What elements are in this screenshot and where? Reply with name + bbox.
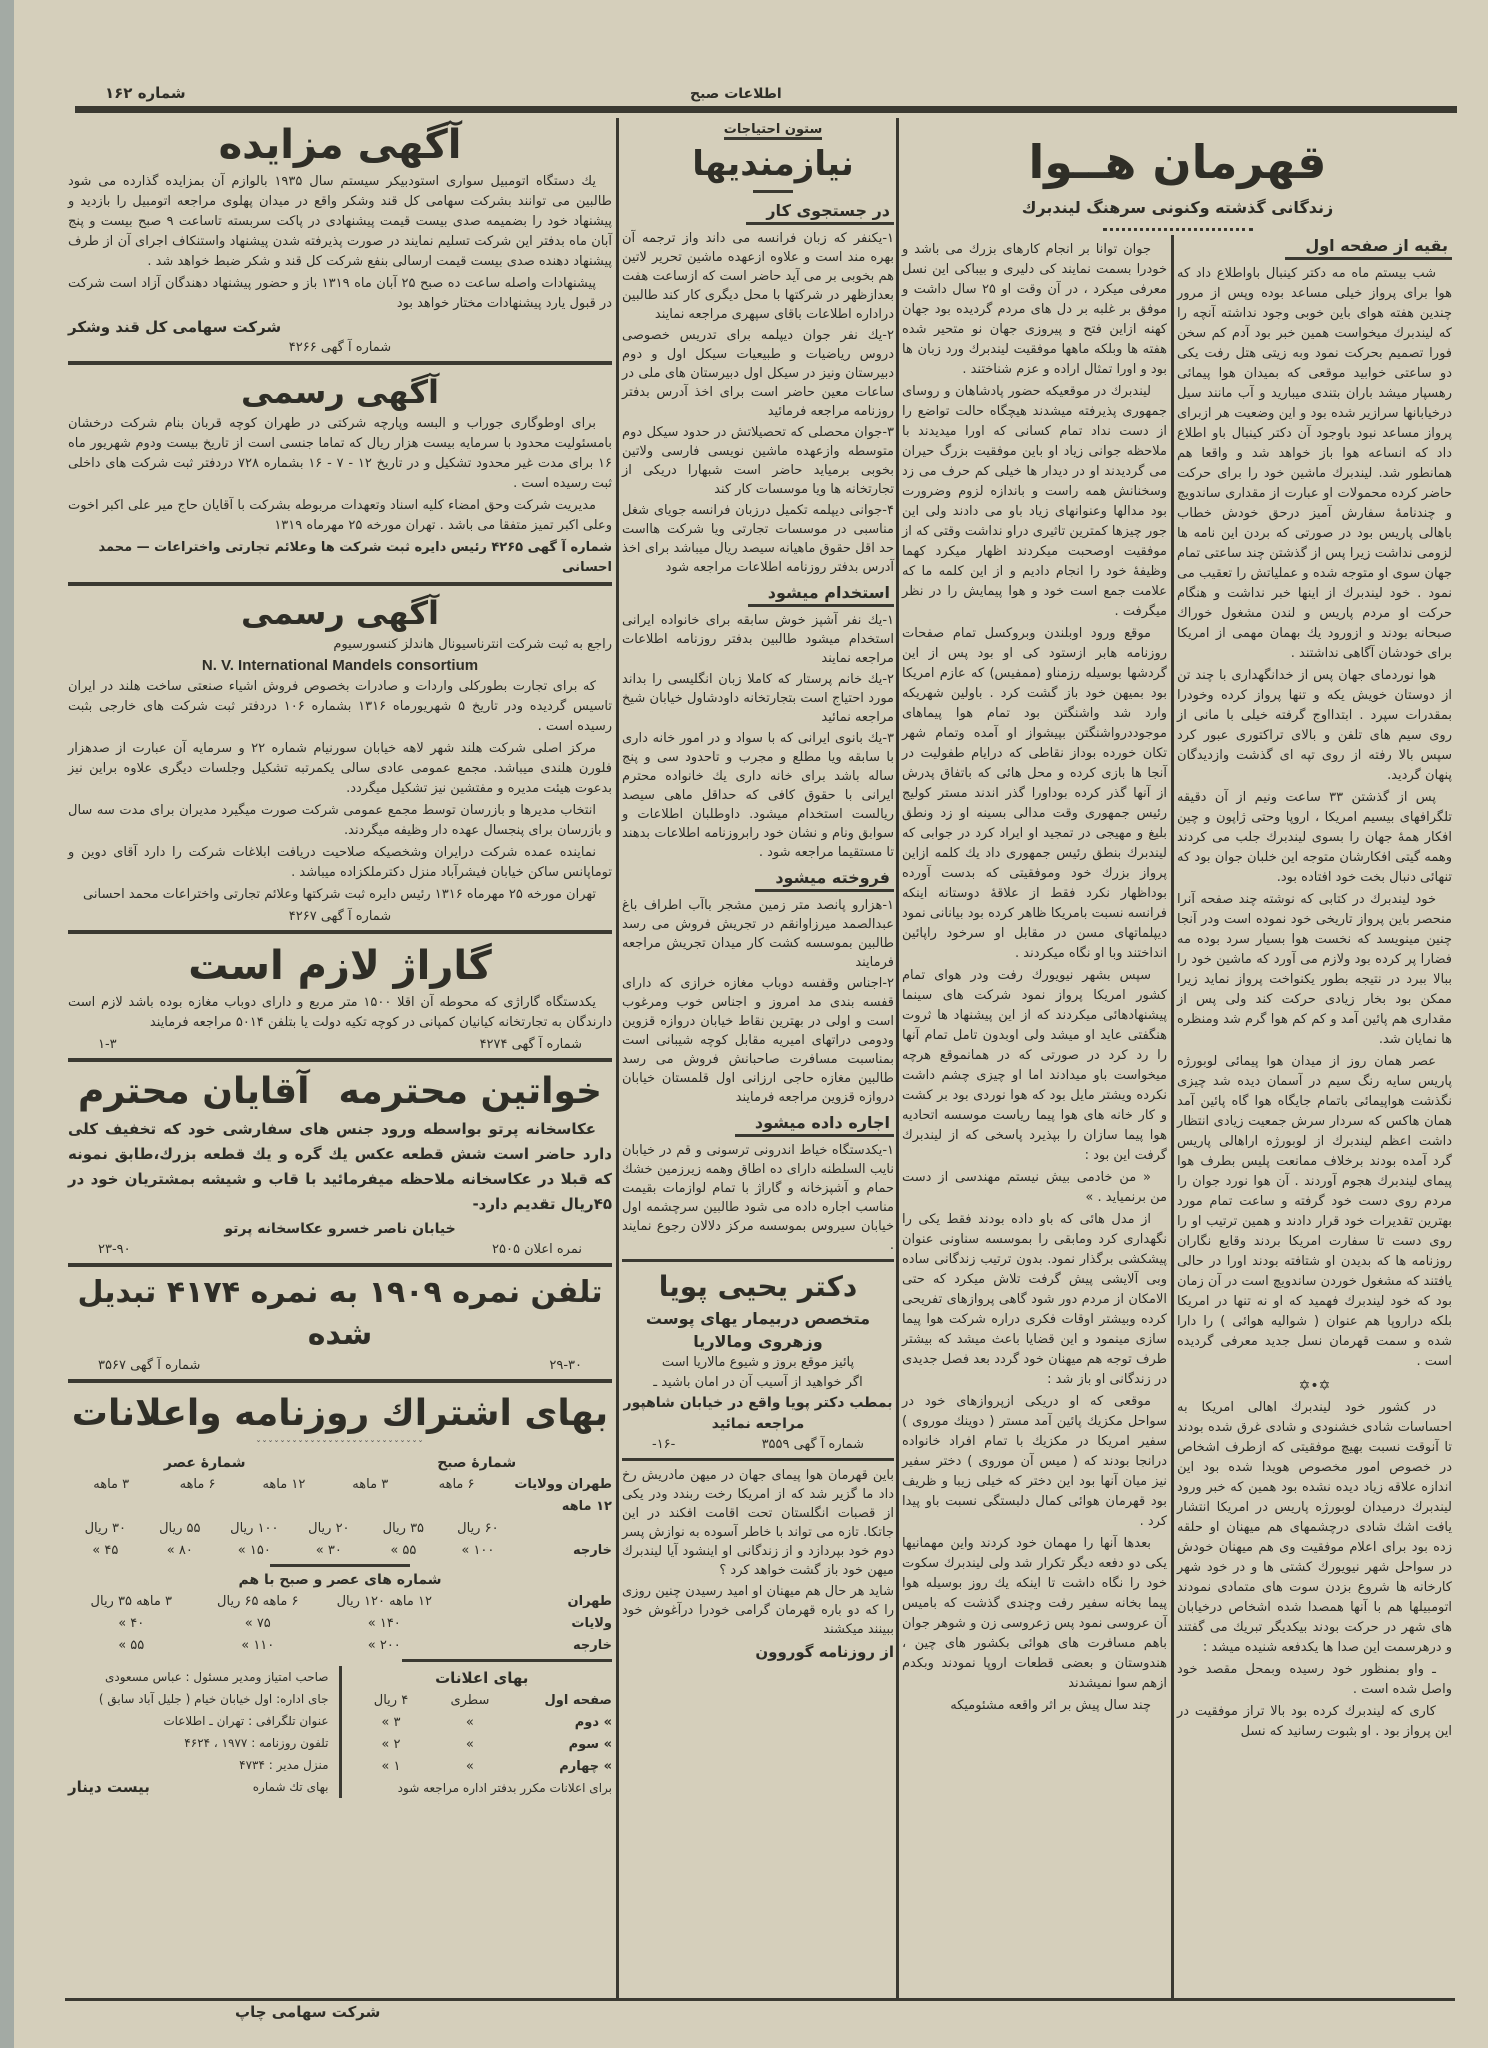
article-paragraph: شاید هر حال هم میهنان او امید رسیدن چنین روزی را که دو باره قهرمان گرامی خودرا درآغوش خود ببینند میکشند (622, 1584, 894, 1637)
cell: ۳۵ ریال (382, 1521, 425, 1536)
ad-signature: شرکت سهامی کل قند وشکر (68, 318, 282, 336)
classified-item: ۱-یك نفر آشپز خوش سابقه برای خانواده ایرانی استخدام میشود طالبین بدفتر روزنامه اطلاعات مراجعه نمایند (622, 613, 894, 666)
footer-rule (65, 1998, 1455, 2001)
cell: ۳ ماهه (352, 1477, 389, 1492)
classified-item: ۴-جوانی دیپلمه تکمیل درزبان فرانسه جویای شغل مناسبی در موسسات تجارتی ویا شرکت هااست حد اقل حقوق ماهیانه سیصد ریال میباشد برای اخذ آدرس بدفتر روزنامه اطلاعات مراجعه شود (622, 503, 894, 575)
cell: ۳ ماهه ۳۵ ریال (90, 1594, 172, 1609)
middle-column (622, 118, 894, 1663)
cell: ۱۲ ماهه (262, 1477, 306, 1492)
rate-row (68, 1474, 612, 1518)
evening-edition-label: شمارهٔ عصر (163, 1455, 246, 1471)
divider (68, 930, 612, 934)
ad-rates-note: برای اعلانات مکرر بدفتر اداره مراجعه شود (397, 1781, 612, 1795)
rate-row (68, 1540, 612, 1562)
cell: ۳ » (381, 1715, 401, 1730)
cell: ۶ ماهه ۶۵ ریال (217, 1594, 299, 1609)
cell: ۴۵ » (92, 1543, 119, 1558)
phone-change-ad (68, 1272, 612, 1375)
article-paragraph: جوان توانا بر انجام کارهای بزرك می باشد و خودرا بسمت نمایند کی دلیری و بیباکی این نسل معرفی میکرد ، در آن وقت او ۲۵ سال داشت و موفق بر غلبه بر دل های مردم گردیده بود جهان کهنه ازاین فتح و پیروزی جهان نو متحیر شده هفته ها وبلکه ماهها موفقیت لیندبرك ورد زبان ها بود و اورا تمثال اراده و عزم شناختند . (902, 242, 1167, 377)
row-label: » سوم (568, 1737, 612, 1752)
ad-text: نماینده عمده شرکت درایران وشخصیکه صلاحیت دریافت ابلاغات شرکت را دارد آقای دوین و توماپانس ساکن خیابان فیشرآباد منزل دکترملکزاده میباشد . (68, 845, 612, 880)
cell: ۱۰۰ ریال (230, 1521, 279, 1536)
issue-number: شماره ۱۶۲ (105, 84, 186, 102)
row-label (515, 1518, 612, 1540)
section-ornament: ✡•✡ (1298, 1378, 1331, 1394)
cell: ۳۰ » (315, 1543, 342, 1558)
section-heading: در جستجوی کار (746, 201, 894, 225)
auction-title: آگهی مزایده (218, 122, 462, 168)
classified-item: ۱-یکنفر که زبان فرانسه می داند واز ترجمه آن بهره مند است و علاوه ازعهده ماشین تحریر لاتین هم بخوبی بر می آید حاضر است که ازساعت هفت بعدازظهر در شرکتها با محل دیگری کار کند طالبین دراداره اطلاعات باقای سپهری مراجعه نمایند (622, 231, 894, 322)
ad-rate-row (352, 1712, 613, 1734)
garage-title: گاراژ لازم است (188, 943, 492, 989)
auction-ad (68, 118, 612, 357)
official-ad-2 (68, 591, 612, 926)
official-ad-title: آگهی رسمی (241, 373, 439, 411)
ad-number: شماره آ گهی ۴۲۶۶ (288, 340, 392, 355)
morning-edition-label: شمارهٔ صبح (437, 1455, 517, 1471)
ad-number: شماره آ گهی ۳۵۶۷ (98, 1358, 201, 1373)
article-paragraph: عصر همان روز از میدان هوا پیمائی لوبورژه پاریس سایه رنگ سیم در آسمان دیده شد چیزی نگذشت هواپیمائی باتمام جایگاه هوا گاه پائین آمد همان هاکس که سردار سرش جمعیت زیادی انتظار داشت اعظم لیندبرك از لوبورژه اراهالی پاریس گرد آمده بودند برخلاف ممانعت پلیس بطرف هوا پیمای لیندبرك هجوم آوردند . آن هوا نورد جوان را مردم روی دست خود گرفته و ساعت تمام مورد بهترین تقدیرات خود قرار دادند و همین ترتیب او را روی دست تا سفارت امریکا بردند وقایع نگاران روزنامه ها که بدیدن او شتافته بودند اورا در حالی یافتند که مشغول خوردن ساندویچ است در آن زمان بود که خود لیندبرك فهمید که او نه تنها در امریکا بلکه دراروپا هم عنوان ( شوالیه هوائی ) را دارا شده و سمت قهرمان نسل جدید معرفی گردیده است . (1177, 1054, 1452, 1369)
cell: ۳۰ ریال (84, 1521, 126, 1536)
article-paragraph: خود لیندبرك در کتابی که نوشته چند صفحه آنرا منحصر باین پرواز تاریخی خود نموده است ودر آنجا چنین مینویسد که نخست هوا بسیار سرد بوده مه فضارا پر کرده بود ولازم می آورد که ماشین خود را ببالا ببرد در نتیجه بطور یکنواخت پرواز نماید زیرا ممکن بود بخار زیادی حرکت کند ولی پس از مقداری هم پائین آمد و کم کم هوا گرم شد ومنظره ها نمایان شد. (1177, 892, 1452, 1047)
rate-row (68, 1518, 612, 1540)
ad-text: مرکز اصلی شرکت هلند شهر لاهه خیابان سورنیام شماره ۲۲ و سرمایه آن عبارت از صدهزار فلورن هلندی میباشد. مجمع عمومی عادی سالی یکمرتبه تشکیل وجلسات دیگری علاوه براین نیز بدعوت هیئت مدیره و مفتشین نیز تشکیل میگردد. (68, 741, 612, 796)
row-label: ولایات (571, 1616, 612, 1631)
printer-name: شرکت سهامی چاپ (235, 2003, 381, 2021)
photo-studio-ad (68, 1067, 612, 1259)
combined-rate-row (68, 1591, 612, 1613)
publisher-info: عنوان تلگرافی : تهران ـ اطلاعات (163, 1714, 329, 1728)
column-divider (616, 118, 619, 1998)
ad-text: یك دستگاه اتومبیل سواری استودبیکر سیستم سال ۱۹۳۵ بالوازم آن بمزایده گذارده می شود طالبین می توانند بشرکت سهامی کل قند وشکر واقع در میدان پهلوی مراجعه اتومبیل را بازدید و پیشنهاد خود را بضمیمه صدی بیست قیمت پیشنهادی در پاکت سربسته تاساعت ۹ صبح بیست و پنج آبان ماه بدفتر این شرکت تسلیم نمایند در صورت پذیرفته شدن پیشنهاد واستنکاف اجرای آن از طرف پیشنهاد دهنده صدی بیست قیمت ارسالی بنفع شرکت کل قند و شکر ضبط خواهد شد . (68, 174, 612, 269)
ad-text: عکاسخانه پرتو بواسطه ورود جنس های سفارشی خود که تخفیف کلی دارد حاضر است شش قطعه عکس یك گره و یك قطعه بزرك،طابق نمونه که قبلا در عکاسخانه ملاحظه میفرمائید با قاب و شیشه بمشتریان خود در ۴۵ریال تقدیم دارد- (68, 1120, 612, 1213)
divider (68, 582, 612, 586)
official-ad-1 (68, 370, 612, 578)
subscription-rates: بهای اشتراك روزنامه واعلانات ˇˇˇˇˇˇˇˇˇˇˇˇˇˇˇˇˇˇˇˇˇˇˇˇˇˇˇˇ شمارهٔ صبح شمارهٔ عصر طهران وولایات ۱۲ ماهه ۶ ماهه ۳ ماهه ۱۲ ماهه ۶ ماهه ۳ ماهه ۶۰ ریال ۳۵ ریال ۲۰ ریال ۱۰۰ ریال ۵۵ ریال ۳۰ ریال خارجه ۱۰۰ » ۵۵ » ۳۰ » ۱۵۰ » ۸۰ » ۴۵ » شماره های عصر و صبح با هم طهران ۱۲ ماهه ۱۲۰ ریال ۶ ماهه ۶۵ ریال ۳ ماهه ۳۵ ریال ولایات ۱۴۰ » ۷۵ » ۴۰ » خارجه ۲۰۰ » ۱۱۰ » ۵۵ » بهای اعلانات صفحه اول سطری ۴ ریال » دوم » ۳ » » سوم » ۲ » » چهارم » ۱ » برای اعلانات مکرر بدفتر اداره مراجعه شود صاحب امتیاز ومدیر مسئول : عباس مسعودی جای اداره: اول خیابان خیام ( جلیل آباد سابق ) عنوان تلگرافی : تهران ـ اطلاعات تلفون روزنامه : ۱۹۷۷ ، ۴۶۲۴ منزل مدیر : ۴۷۳۴ بهای تك شماره بیست دینار (68, 1388, 612, 1798)
classifieds-column (622, 118, 894, 1255)
ad-text: تهران مورخه ۲۵ مهرماه ۱۳۱۶ رئیس دایره ثبت شرکتها وعلائم تجارتی واختراعات محمد احسانی (83, 887, 596, 902)
cell: ۲۰۰ » (367, 1638, 401, 1653)
column-divider (896, 118, 899, 1998)
masthead-rule (75, 106, 1457, 113)
cell: ۱ » (381, 1759, 401, 1774)
ad-ref: -۱۶- (652, 1437, 676, 1452)
single-issue-label: بهای تك شماره (252, 1780, 329, 1794)
ad-ref: ۲۹-۳۰ (549, 1358, 582, 1373)
ad-ref: ۲۳-۹۰ (98, 1242, 131, 1257)
cell: سطری (450, 1693, 490, 1708)
article-paragraph: موقع ورود اوبلندن وبروکسل تمام صفحات روزنامه هابر ازستود کی او بود پس از این گردشها بوسیله رزمناو (ممفیس) که عازم امریکا بود بمیهن خود باز گشت کرد . باولین شهریکه وارد شد واشنگتن بود تمام هوا پیماهای موجوددرواشنگتن بپیشواز او آمده وتمام شهر تکان خورده بوداز نقاطی که درایام طفولیت در آنجا ها بازی کرده و محل هائی که باتفاق پدرش از آنها گذر کرده بوداورا گذر اندند مستر کولیج رئیس جمهوری وقت مدالی بسینه او زد ونطق بلیغ و مهیجی در تمجید او ایراد کرد در جوابی که لیندبرك بنطق رئیس جمهوری داد یك کلمه ازاین پرواز بزرك خود وموفقیتی که بدست آورده بوداظهار نکرد فقط از علاقهٔ دوستانه اینکه فرانسه نسبت بامریکا ظاهر کرده بود بیانانی نمود دیپلماتهای مسن در مقابل او سرخود راپائین انداختند وبا او نگاه میکردند . (902, 626, 1167, 961)
article-paragraph: « من خادمی بیش نیستم مهندسی از دست من برنمیاید . » (902, 1170, 1167, 1205)
ad-text: که برای تجارت بطورکلی واردات و صادرات بخصوص فروش اشیاء صنعتی ساخت هلند در ایران تاسیس گردیده ودر تاریخ ۵ شهریورماه ۱۳۱۶ بشماره ۱۰۶ دردفتر ثبت شرکت های خارجی بثبت رسیده است . (68, 679, 612, 734)
divider (68, 361, 612, 365)
article-paragraph: لیندبرك در موقعیکه حضور پادشاهان و روسای جمهوری پذیرفته میشدند هیچگاه حالت تواضع را از دست نداد تمام کسانی که اورا میدیدند با ملاحظه جوانی زیاد او باین موفقیت بزرگ حیران می گردیدند او در دیدار ها خیلی کم حرف می زد وسخنانش همه راست و باندازه لزوم وضرورت بود مدالها وعنوانهای زیاد باو می دادند ولی این جور چیزها کمترین تاثیری دراو نداشت وقتی که از موفقیت اوصحبت میکردند اظهار میکرد کهما وظیفهٔ خود را انجام دادیم و از این کلمه ما که علامت جمع است خود و هوا پیمایش را در نظر میگرفت . (902, 384, 1167, 619)
cell: ۷۵ » (244, 1616, 271, 1631)
article-paragraph: پس از گذشتن ۳۳ ساعت ونیم از آن دقیقه تلگرافهای بیسیم امریکا ، اروپا وحتی ژاپون و چین افکار همهٔ جهان را بسوی لیندبرك جلب می کردند وهمه گیتی افکارشان متوجه این خلبان جوان بود که تنهائی دنبال بخت خود افتاده بود. (1177, 790, 1452, 885)
divider (68, 1379, 612, 1383)
cell: ۱۵۰ » (237, 1543, 271, 1558)
publisher-info: منزل مدیر : ۴۷۳۴ (239, 1758, 329, 1772)
official-ad-title: آگهی رسمی (241, 594, 439, 632)
ad-text: بمطب دکتر پویا واقع در خیابان شاهپور مراجعه نمائید (623, 1395, 893, 1432)
classified-item: ۲-یك نفر جوان دیپلمه برای تدریس خصوصی دروس ریاضیات و طبیعیات سیکل اول و دوم دبیرستان ونیز در سیکل اول دبیرستان های ملی در ساعات معین حاضر است برای اخذ آدرس بدفتر روزنامه مراجعه فرمائید (622, 328, 894, 419)
cell: ۲۰ ریال (308, 1521, 350, 1536)
publisher-info: تلفون روزنامه : ۱۹۷۷ ، ۴۶۲۴ (184, 1736, 329, 1750)
section-heading: اجاره داده میشود (735, 1113, 894, 1137)
ad-ref: ۱-۳ (98, 1037, 117, 1052)
row-label: خارجه (573, 1543, 612, 1558)
doctor-specialty: متخصص دربیمار یهای پوست وزهروی ومالاریا (645, 1309, 871, 1351)
section-heading: استخدام میشود (748, 583, 894, 607)
classified-item: ۲-یك خانم پرستار که کاملا زبان انگلیسی را بداند مورد احتیاج است بتجارتخانه داودشاول خیابان شیخ مراجعه نمائید (622, 672, 894, 725)
article-source: از روزنامه گوروون (755, 1643, 894, 1661)
cell: ۵۵ » (390, 1543, 417, 1558)
row-label: طهران (567, 1594, 612, 1609)
gentlemen-heading: آقایان محترم (78, 1071, 310, 1112)
row-label: خارجه (573, 1638, 612, 1653)
doctor-name: دکتر یحیی پویا (658, 1270, 858, 1303)
ad-footer: شماره آ گهی ۴۲۶۵ رئیس دایره ثبت شرکت ها وعلائم تجارتی واختراعات — محمد احسانی (98, 540, 612, 575)
article-title: قهرمان هــوا (1028, 135, 1327, 189)
classified-item: ۳-جوان محصلی که تحصیلاتش در حدود سیکل دوم متوسطه وازعهده ماشین نویسی فارسی ولاتین بخوبی برمیاید حاضر است شبهارا دریکی از تجارتخانه ها ویا موسسات کار کند (622, 425, 894, 497)
classified-item: ۲-اجناس وقفسه دوباب مغازه خرازی که دارای قفسه بندی مد امروز و اجناس خوب ومرغوب است و اولی در بهترین نقاط خیابان دروازه قزوین ودومی دراتهای امیریه مقابل کوچه شیبانی است بمناسبت مسافرت صاحبانش فروش می رسد طالبین مغازه حاجی ارزانی اول قلمستان خیابان دروازه قزوین مراجعه فرمایند (622, 976, 894, 1105)
ad-text: برای اوطوگاری جوراب و البسه وپارچه شرکتی در طهران کوچه قربان بنام شرکت درخشان بامسئولیت محدود با سرمایه بیست هزار ریال که تماما جنسی است از تاریخ بیست ودوم شهریور ماه ۱۶ برای مدت غیر محدود تشکیل و در تاریخ ۱۲ - ۷ - ۱۶ بشماره ۷۲۸ دردفتر ثبت شرکت های داخلی ثبت رسیده است . (68, 416, 612, 491)
divider (622, 1458, 894, 1461)
ad-number: شماره آ گهی ۴۲۶۷ (288, 909, 392, 924)
cell: » (465, 1715, 474, 1730)
article-paragraph: در کشور خود لیندبرك اهالی امریکا به احساسات شادی خشنودی و شادی غرق شده بودند تا آنوقت نسبت بهیچ موفقیتی که ازطرف اشخاص در خصوص امور مخصوص هویدا شده بود این اندازه علاقه زیاد دیده نشده بود همین که خبر ورود لیندبرك درمیدان لوبورژه پاریس در امریکا انتشار یافت اشك شادی درچشمهای هم میهنان او حلقه زده بود برای اعلام موفقیت وی هم میهنان خودش در سواحل شهر نیویورك کشتی ها و در خود شهر کارخانه ها شروع بزدن سوت های متمادی نمودند اتومبیلها هم با آنها همصدا شده اشخاص درخیابان های شهر در حرکت بودند بیکدیگر تبریك می گفتند و درهرسمت این صدا ها یکدفعه شنیده میشد : (1177, 1400, 1452, 1655)
cell: ۶۰ ریال (457, 1521, 499, 1536)
article-paragraph: شب بیستم ماه مه دکتر کینبال باواطلاع داد که هوا برای پرواز خیلی مساعد بوده وپس از مرور چندین هفته هوای باین خوبی وجود نداشته آنچه را که لیندبرك میخواست همین خبر بود آدم کم سخن فورا تصمیم بحرکت نمود وبه زیتی هتل رفت یکی دو ساعتی خوابید موقعی که بمیدان هوا پیمائی رهسپار میشد باران بتندی میبارید و آب مانند سیل درخیابانها سرازیر شده بود و این وضعیت هر ازبرای پرواز مساعد نبود باوجود آن دکتر کینبال باو اطلاع داد که انساعه هوا باز خواهد شد و واقعا هم همانطور شد. لیندبرك ماشین خود را برای حرکت حاضر کرده محمولات او عبارت از مقداری ساندویچ و چندنامهٔ سفارش آمیز درحق خودش خطاب باهالی پاریس بود در صورتی که بردن این نامه ها لزومی نداشت زیرا پس از گذشتن چند ساعتی تمام جهان سوی او متوجه شده و عملیاتش را تعقیب می نمود . خود لیندبرك از اینها خبر نداشت و هنگام حرکت او مردم پاریس و لندن مشغول خوراك صبحانه بودند و ازورود یك بهمان مهمی از امریکا برای خودشان آگاهی نداشتند . (1177, 266, 1452, 661)
ad-rate-row (352, 1734, 613, 1756)
cell: ۴ ریال (373, 1693, 409, 1708)
divider (622, 1259, 894, 1262)
article-paragraph: سپس بشهر نیویورك رفت ودر هوای تمام کشور امریکا پرواز نمود شرکت های سینما پیشنهادهائی میکردند که از این پیشنهاد ها ثروت هنگفتی عاید او میشد ولی اوبدون تامل تمام آنها را رد کرد در صورتی که در همانموقع هرچه میخواست باو میدادند اما او چیزی چشم داشت نکرده ویشتر مایل بود که هوا نوردی بود بر کشت و کار خانه های هوا پیما ریاست موسسه اتحادیه هوا پیما سازان را بپذیرد پاسخی که از لیندبرك گرفت این بود : (902, 968, 1167, 1163)
ad-text: پائیز موقع بروز و شیوع مالاریا است (661, 1355, 855, 1370)
continued-label: بقیه از صفحه اول (1285, 236, 1452, 260)
cell: ۵۵ ریال (159, 1521, 201, 1536)
publisher-info: جای اداره: اول خیابان خیام ( جلیل آباد سابق ) (98, 1692, 329, 1706)
ad-text: انتخاب مدیرها و بازرسان توسط مجمع عمومی شرکت صورت میگیرد مدیران برای مدت سه سال و بازرسان برای پنجسال عهده دار وظیفه میگردند. (68, 803, 612, 838)
cell: ۲ » (381, 1737, 401, 1752)
scan-edge (0, 0, 14, 2048)
row-label: » دوم (574, 1715, 612, 1730)
combined-rate-row (68, 1613, 612, 1635)
ad-text: یکدستگاه گاراژی که محوطه آن اقلا ۱۵۰۰ متر مربع و دارای دوباب مغازه بوده باشد لازم است دارندگان به تجارتخانه کیانیان کمپانی در کوچه تکیه دولت یا بتلفن ۵۰۱۴ مراجعه فرمایند (68, 995, 612, 1030)
classifieds-kicker: ستون احتیاجات (724, 122, 823, 140)
classified-item: ۱-یکدستگاه خیاط اندرونی ترسونی و قم در خیابان نایب السلطنه دارای ده اطاق وهمه زیرزمین خشك حمام و آشپزخانه و گاراژ با تمام لوازمات بقیمت مناسب اجاره داده می شود طالبین سرچشمه اول خیابان سیروس بموسسه مرکز دلالان رجوع نمایند . (622, 1143, 894, 1253)
article-paragraph: موقعی که او دریکی ازپروازهای خود در سواحل مکزیك پائین آمد مستر ( دوینك موروی ) سفیر امریکا در مکزیك با تمام افراد خانواده درانجا بودند که ( میس آن موروی ) دختر سفیر نیز میان آنها بود این دختر که خیلی زیبا و ظریف بود قهرمان هوائی کمال دلبستگی نسبت باو پیدا کرد . (902, 1394, 1167, 1529)
single-issue-price: بیست دینار (68, 1778, 150, 1796)
cell: ۵۵ » (118, 1638, 145, 1653)
garage-ad (68, 939, 612, 1054)
article-paragraph: از مدل هائی که باو داده بودند فقط یکی را نگهداری کرد ومابقی را بموسسه سناونی عنوان پیشکشی برگذار نمود. بدون ترتیب زندگانی ساده وبی آلایشی پیش گرفت تلاش میکرد که حتی الامکان از مردم دور شود گاهی پروازهای تفریحی کرده وبیشتر اوقات فکری دراره شرکت هوا پیما سازی مینمود و این قضایا باعث میشد که بیشتر طرف توجه هم میهنان خود گردد بعد فصل جدیدی در زندگانی او باز شد : (902, 1212, 1167, 1387)
ad-text: اگر خواهید از آسیب آن در امان باشید ـ (653, 1375, 863, 1390)
ad-number: شماره آ گهی ۳۵۵۹ (761, 1437, 864, 1452)
article-paragraph: باین قهرمان هوا پیمای جهان در میهن مادریش رخ داد ما گزیر شد که از امریکا رخت ربندد ودر یکی از قصبات انگلستان تحت اقامت افکند در این جاتکا. تازه می تواند با خاطر آسوده به نوازش پسر دوم خود بپردازد و از زندگانی او اینشود آیا لیندبرك میهن خود باز گشت خواهد کرد ؟ (622, 1468, 894, 1578)
ad-rates-title: بهای اعلانات (435, 1669, 529, 1687)
subscription-title: بهای اشتراك روزنامه واعلانات (71, 1393, 609, 1434)
company-name-latin: N. V. International Mandels consortium (201, 657, 479, 674)
ladies-heading: خواتین محترمه (338, 1071, 602, 1112)
cell: ۱۰۰ » (461, 1543, 495, 1558)
publisher-info: صاحب امتیاز ومدیر مسئول : عباس مسعودی (104, 1670, 329, 1684)
column-divider (1171, 235, 1174, 1998)
doctor-ad (622, 1267, 894, 1454)
article-paragraph: ـ واو بمنظور خود رسیده وبمحل مقصد خود واصل شده است . (1177, 1662, 1452, 1697)
article-continuation (622, 1466, 894, 1663)
cell: ۳ ماهه (93, 1477, 130, 1492)
row-label: طهران وولایات ۱۲ ماهه (514, 1477, 612, 1514)
ad-lead: راجع به ثبت شرکت انترناسیونال هاندلز کنسورسیوم (333, 637, 612, 652)
cell: » (465, 1759, 474, 1774)
article-header (900, 130, 1455, 231)
row-label: » چهارم (559, 1759, 612, 1774)
ad-number: شماره آ گهی ۴۲۷۴ (479, 1037, 582, 1052)
ad-number: نمره اعلان ۲۵۰۵ (492, 1242, 582, 1257)
ad-rate-row (352, 1756, 613, 1778)
section-heading: فروخته میشود (755, 868, 894, 892)
classifieds-title: نیازمندیها (692, 144, 854, 184)
article-paragraph: بعدها آنها را مهمان خود کردند واین مهمانیها یکی دو دفعه دیگر تکرار شد ولی لیندبرك سکوت خود را نگاه داشت تا اینکه یك روز بوسیله هوا پیما بخانه سفیر رفت وچندی گذشت که بامیس آن عروسی نمود پس زعروسی زن و شوهر جوان باهم مسافرت های هوائی بکشور های چین ، هندوستان و بعضی قطعات اروپا نمودند وبکدم ازهم سوا نمیشدند (902, 1536, 1167, 1691)
cell: ۸۰ » (166, 1543, 193, 1558)
article-left-column (902, 240, 1167, 1718)
article-paragraph: چند سال پیش بر اثر واقعه مشئومیکه (950, 1698, 1151, 1713)
divider (68, 1058, 612, 1062)
cell: ۱۲ ماهه ۱۲۰ ریال (336, 1594, 432, 1609)
cell: ۱۱۰ » (241, 1638, 275, 1653)
article-paragraph: هوا نوردمای جهان پس از خدانگهداری با چند تن از دوستان خویش یکه و تنها پرواز کرده وخودرا بمقدرات سپرد . ابتدااوج گرفته خیلی با مانی از روی سیم های تلفن و بالای تراکتوری عبور کرد سپس بالا رفته از روی تپه ای گذشت وازدیدگان پنهان گردید. (1177, 668, 1452, 783)
newspaper-name: اطلاعات صبح (690, 86, 782, 102)
ads-column (68, 118, 612, 1798)
row-label: صفحه اول (544, 1693, 612, 1708)
article-subtitle: زندگانی گذشته وکنونی سرهنگ لیندبرك (1021, 198, 1334, 217)
phone-change-text: تلفن نمره ۱۹۰۹ به نمره ۴۱۷۴ تبدیل شده (77, 1275, 603, 1352)
cell: ۱۴۰ » (367, 1616, 401, 1631)
divider (68, 1263, 612, 1267)
cell: » (465, 1737, 474, 1752)
studio-address: خیابان ناصر خسرو عکاسخانه پرتو (224, 1221, 456, 1237)
article-paragraph: کاری که لیندبرك کرده بود بالا تراز موفقیت در این پرواز بود . او بثبوت رسانید که نسل (1177, 1704, 1452, 1739)
combined-edition-label: شماره های عصر و صبح با هم (238, 1572, 442, 1588)
classified-item: ۱-هزارو پانصد متر زمین مشجر باآب اطراف باغ عبدالصمد میرزاوانقم در تجریش فروش می رسد طالبین بموسسه کشت کار میدان تجریش مراجعه فرمایند (622, 898, 894, 970)
ad-text: مدیریت شرکت وحق امضاء کلیه اسناد وتعهدات مربوطه بشرکت با آقایان حاج میر علی اکبر اخوت وعلی اکبر تمیز متفقا می باشد . تهران مورخه ۲۵ مهرماه ۱۳۱۹ (68, 498, 612, 533)
ad-text: پیشنهادات واصله ساعت ده صبح ۲۵ آبان ماه ۱۳۱۹ باز و حضور پیشنهاد دهندگان آزاد است شرکت در قبول یارد پیشنهادات مختار خواهد بود (68, 276, 612, 311)
classified-item: ۳-یك بانوی ایرانی که با سواد و در امور خانه داری با سابقه ویا مطلع و مجرب و تاحدود سی و پنج ساله باشد برای خانه داری یك خانواده محترم ایرانی با حقوق کافی که حداقل ماهی سیصد ریالست استخدام میشود. داوطلبان اطلاعات و سوابق ونام و نشان خود رابروزنامه اطلاعات بدهند تا مستقیما مراجعه شود . (622, 731, 894, 860)
cell: ۶ ماهه (179, 1477, 216, 1492)
ad-rate-row (352, 1690, 613, 1712)
cell: ۴۰ » (118, 1616, 145, 1631)
cell: ۶ ماهه (438, 1477, 475, 1492)
combined-rate-row (68, 1635, 612, 1657)
article-right-column (1177, 232, 1452, 1744)
